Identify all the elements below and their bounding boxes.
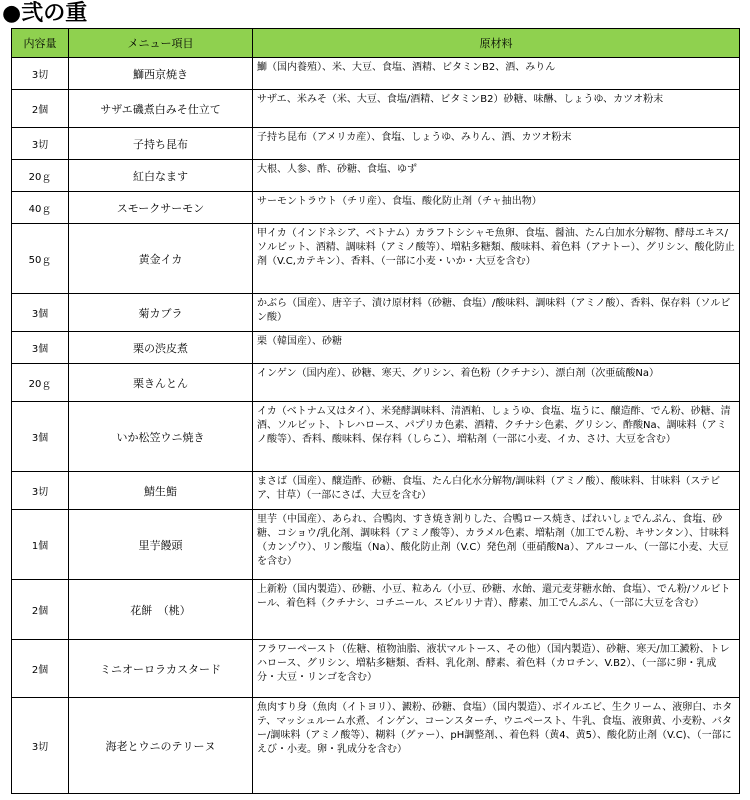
amount-cell: 3切 [12,128,69,160]
table-row [12,698,740,794]
menu-item-cell: スモークサーモン [69,192,253,224]
menu-item-cell: 黄金イカ [69,224,253,294]
amount-cell: 2個 [12,580,69,640]
ingredients-cell: かぶら（国産）、唐辛子、漬け原材料（砂糖、食塩）/酸味料、調味料（アミノ酸）、香料、保存料（ソルビン酸） [253,294,740,332]
ingredients-cell: 鰤（国内養殖）、米、大豆、食塩、酒精、ビタミンB2、酒、みりん [253,58,740,90]
amount-cell: 40ｇ [12,192,69,224]
ingredients-cell: フラワーペースト（佐糖、植物油脂、液状マルトース、その他）（国内製造）、砂糖、寒天/加工澱粉、トレハロース、グリシン、増粘多糖類、香料、乳化剤、酵素、着色料（カロチン、V.B2）、（一部に卵・乳成分・大豆・リンゴを含む） [253,640,740,698]
menu-item-cell: ミニオーロラカスタード [69,640,253,698]
table-row [12,160,740,192]
amount-cell: 20ｇ [12,364,69,402]
ingredients-cell: インゲン（国内産）、砂糖、寒天、グリシン、着色粉（クチナシ）、漂白剤（次亜硫酸Na） [253,364,740,402]
table-row [12,640,740,698]
table-row [12,402,740,472]
ingredients-cell: 上新粉（国内製造）、砂糖、小豆、粒あん（小豆、砂糖、水飴、還元麦芽糖水飴、食塩）、でん粉/ソルビトール、着色料（クチナシ、コチニール、スピルリナ青）、酵素、加工でんぷん、（一部に大豆を含む） [253,580,740,640]
table-header-row [12,29,740,58]
amount-cell: 3切 [12,472,69,510]
ingredients-cell: サーモントラウト（チリ産）、食塩、酸化防止剤（チャ抽出物） [253,192,740,224]
amount-cell: 2個 [12,640,69,698]
table-row [12,224,740,294]
ingredients-cell: 里芋（中国産）、あられ、合鴨肉、すき焼き割りした、合鴨ロース焼き、ばれいしょでんぷん、食塩、砂糖、コショウ/乳化剤、調味料（アミノ酸等）、カラメル色素、増粘剤（加工でん粉、キサンタン）、甘味料（カンゾウ）、リン酸塩（Na）、酸化防止剤（V.C）発色剤（亜硝酸Na）、アルコール、（一部に小麦、大豆を含む） [253,510,740,580]
menu-table [11,28,740,794]
menu-item-cell: いか松笠ウニ焼き [69,402,253,472]
menu-item-cell: 海老とウニのテリーヌ [69,698,253,794]
table-row [12,128,740,160]
ingredients-cell: 甲イカ（インドネシア、ベトナム）カラフトシシャモ魚卵、食塩、醤油、たん白加水分解物、酵母エキス/ソルビット、酒精、調味料（アミノ酸等）、増粘多糖類、酸味料、着色料（アナトー）、グリシン、酸化防止剤（V.C,カテキン）、香料、（一部に小麦・いか・大豆を含む） [253,224,740,294]
amount-cell: 3個 [12,294,69,332]
menu-item-cell: サザエ磯煮白みそ仕立て [69,90,253,128]
table-row [12,294,740,332]
table-row [12,364,740,402]
ingredients-cell: 子持ち昆布（アメリカ産）、食塩、しょうゆ、みりん、酒、カツオ粉末 [253,128,740,160]
table-row [12,472,740,510]
amount-cell: 50ｇ [12,224,69,294]
column-header-item: メニュー項目 [69,29,253,58]
menu-item-cell: 里芋饅頭 [69,510,253,580]
table-row [12,580,740,640]
menu-item-cell: 栗きんとん [69,364,253,402]
amount-cell: 3個 [12,402,69,472]
amount-cell: 20ｇ [12,160,69,192]
ingredients-cell: 栗（韓国産）、砂糖 [253,332,740,364]
amount-cell: 3切 [12,58,69,90]
menu-item-cell: 鰤西京焼き [69,58,253,90]
amount-cell: 2個 [12,90,69,128]
ingredients-cell: イカ（ベトナム又はタイ）、米発酵調味料、清酒粕、しょうゆ、食塩、塩うに、醸造酢、でん粉、砂糖、清酒、ソルビット、トレハロース、パプリカ色素、酒精、クチナシ色素、グリシン、酢酸Na、調味料（アミノ酸等）、香料、酸味料、保存料（しらこ）、増粘剤（一部に小麦、イカ、さけ、大豆を含む） [253,402,740,472]
column-header-amount: 内容量 [12,29,69,58]
menu-item-cell: 花餅 （桃） [69,580,253,640]
menu-item-cell: 菊カブラ [69,294,253,332]
menu-item-cell: 紅白なます [69,160,253,192]
table-row [12,90,740,128]
menu-item-cell: 鯖生鮨 [69,472,253,510]
page-title: ●弐の重 [2,1,88,26]
table-row [12,192,740,224]
ingredients-cell: 魚肉すり身（魚肉（イトヨリ）、澱粉、砂糖、食塩）（国内製造）、ボイルエビ、生クリーム、液卵白、ホタテ、マッシュルーム水煮、インゲン、コーンスターチ、ウニペースト、牛乳、食塩、液卵黄、小麦粉、バター/調味料（アミノ酸等）、糊料（グァー）、pH調整剤、、着色料（黄4、黄5）、酸化防止剤（V.C)、（一部にえび・小麦。卵・乳成分を含む） [253,698,740,794]
amount-cell: 1個 [12,510,69,580]
ingredients-cell: まさば（国産）、醸造酢、砂糖、食塩、たん白化水分解物/調味料（アミノ酸）、酸味料、甘味料（ステビア、甘草）（一部にさば、大豆を含む） [253,472,740,510]
table-row [12,58,740,90]
table-row [12,510,740,580]
ingredients-cell: 大根、人参、酢、砂糖、食塩、ゆず [253,160,740,192]
amount-cell: 3個 [12,332,69,364]
column-header-ingredients: 原材料 [253,29,740,58]
menu-item-cell: 子持ち昆布 [69,128,253,160]
amount-cell: 3切 [12,698,69,794]
table-row [12,332,740,364]
ingredients-cell: サザエ、米みそ（米、大豆、食塩/酒精、ビタミンB2）砂糖、味醂、しょうゆ、カツオ粉末 [253,90,740,128]
menu-item-cell: 栗の渋皮煮 [69,332,253,364]
